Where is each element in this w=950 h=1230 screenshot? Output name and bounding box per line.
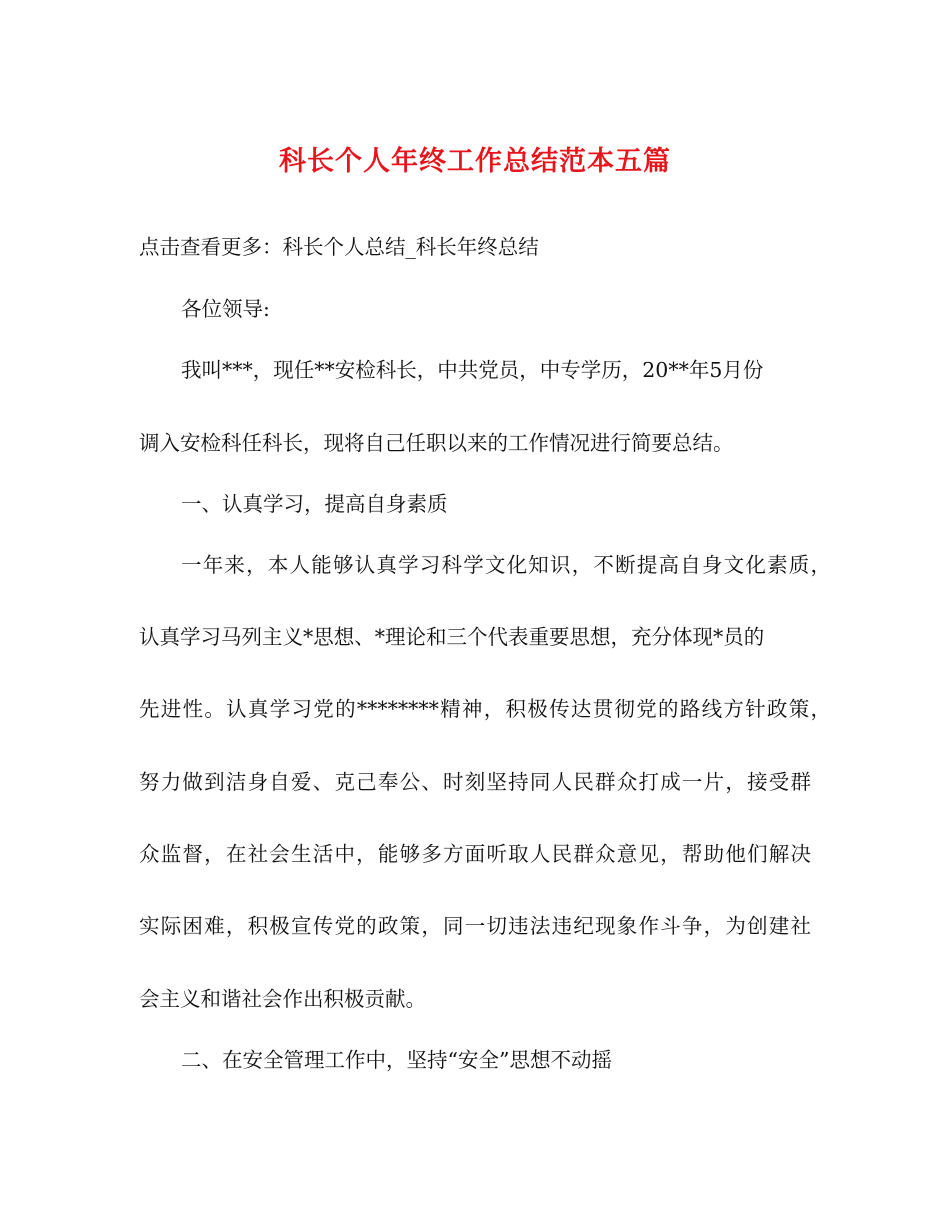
paragraph-line: 先进性。认真学习党的********精神，积极传达贯彻党的路线方针政策， xyxy=(139,697,831,721)
paragraph-line: 众监督，在社会生活中，能够多方面听取人民群众意见，帮助他们解决 xyxy=(139,842,811,866)
paragraph-line: 实际困难，积极宣传党的政策，同一切违法违纪现象作斗争，为创建社 xyxy=(139,914,811,938)
paragraph-line: 我叫***，现任**安检科长，中共党员，中专学历，20**年5月份 xyxy=(181,358,764,382)
paragraph-line: 调入安检科任科长，现将自己任职以来的工作情况进行简要总结。 xyxy=(139,431,734,455)
paragraph-line: 努力做到洁身自爱、克己奉公、时刻坚持同人民群众打成一片，接受群 xyxy=(139,770,811,794)
section-heading: 一、认真学习，提高自身素质 xyxy=(181,492,448,516)
paragraph-line: 认真学习马列主义*思想、*理论和三个代表重要思想，充分体现*员的 xyxy=(139,625,765,649)
salutation: 各位领导: xyxy=(181,297,270,321)
document-title: 科长个人年终工作总结范本五篇 xyxy=(279,146,671,177)
more-link-line: 点击查看更多：科长个人总结_科长年终总结 xyxy=(139,235,539,259)
section-heading: 二、在安全管理工作中，坚持“安全”思想不动摇 xyxy=(181,1048,612,1072)
paragraph-line: 一年来，本人能够认真学习科学文化知识，不断提高自身文化素质， xyxy=(181,553,831,577)
paragraph-line: 会主义和谐社会作出积极贡献。 xyxy=(139,987,426,1011)
